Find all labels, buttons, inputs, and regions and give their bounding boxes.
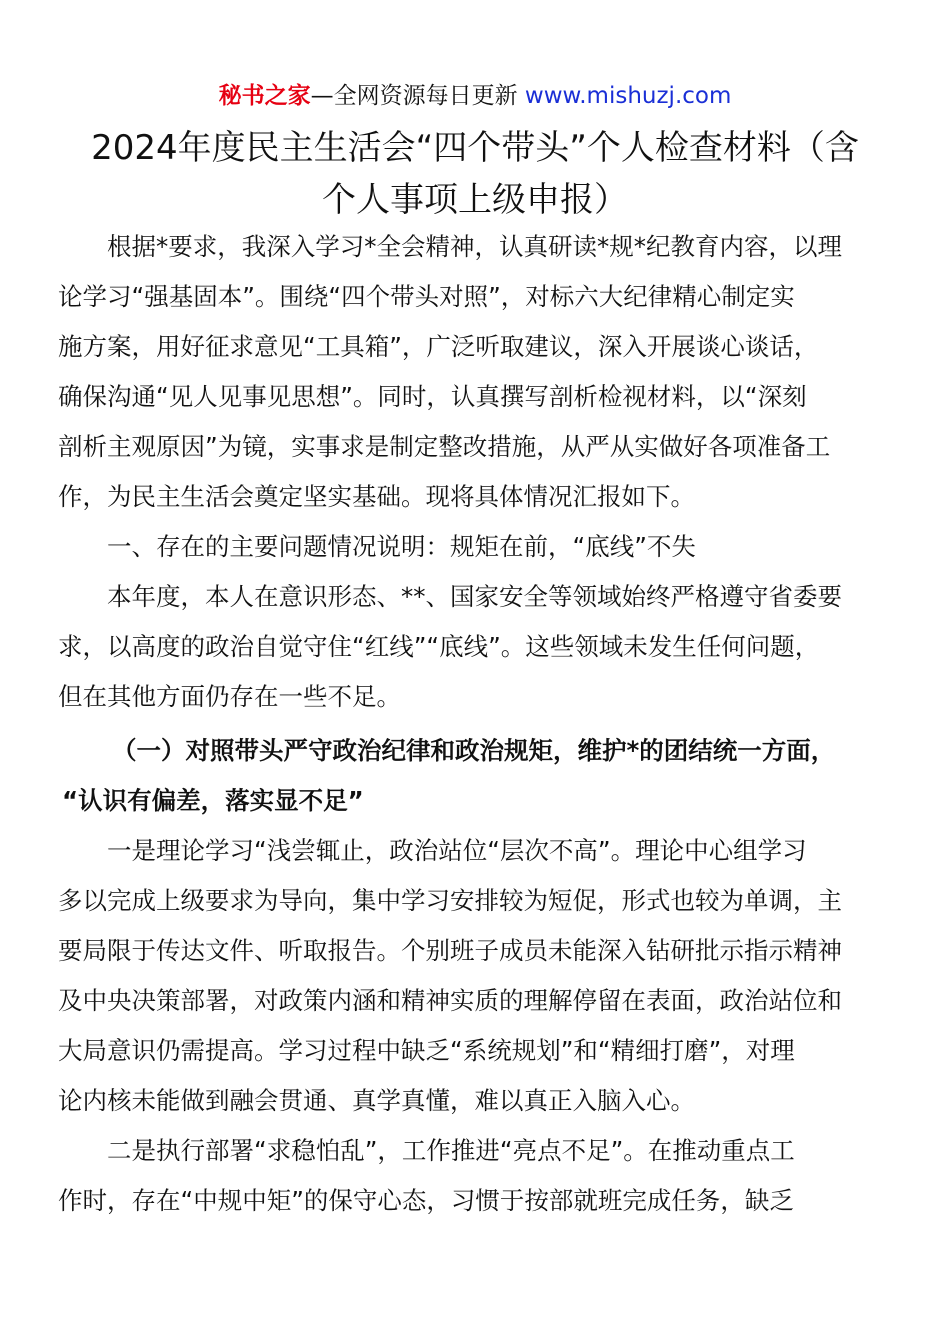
paragraph-overview [58, 572, 898, 722]
document-body [58, 222, 898, 1226]
banner-url[interactable]: www.mishuzj.com [524, 83, 732, 109]
text-line: 论内核未能做到融会贯通、真学真懂，难以真正入脑入心。 [58, 1086, 695, 1115]
banner-brand: 秘书之家 [218, 83, 311, 109]
text-line: 但在其他方面仍存在一些不足。 [58, 682, 401, 711]
text-line: 作，为民主生活会奠定坚实基础。现将具体情况汇报如下。 [58, 482, 695, 511]
text-line: 确保沟通“见人见事见思想”。同时，认真撰写剖析检视材料，以“深刻 [58, 382, 807, 411]
heading-line: “认识有偏差，落实显不足” [62, 786, 364, 815]
paragraph-intro [58, 222, 898, 522]
text-line: 根据*要求，我深入学习*全会精神，认真研读*规*纪教育内容，以理 [107, 232, 842, 261]
title-line-1: 2024年度民主生活会“四个带头”个人检查材料（含 [91, 128, 859, 168]
heading-line: （一）对照带头严守政治纪律和政治规矩，维护*的团结统一方面， [112, 736, 836, 765]
document-title [40, 122, 910, 226]
text-line: 要局限于传达文件、听取报告。个别班子成员未能深入钻研批示指示精神 [58, 936, 842, 965]
text-line: 多以完成上级要求为导向，集中学习安排较为短促，形式也较为单调，主 [58, 886, 842, 915]
title-line-2: 个人事项上级申报） [322, 180, 628, 220]
subsection-heading-1 [58, 726, 898, 826]
text-line: 求，以高度的政治自觉守住“红线”“底线”。这些领域未发生任何问题， [58, 632, 820, 661]
text-line: 二是执行部署“求稳怕乱”，工作推进“亮点不足”。在推动重点工 [107, 1136, 795, 1165]
text-line: 施方案，用好征求意见“工具箱”，广泛听取建议，深入开展谈心谈话， [58, 332, 819, 361]
paragraph-point-1 [58, 826, 898, 1126]
text-line: 一是理论学习“浅尝辄止，政治站位“层次不高”。理论中心组学习 [107, 836, 807, 865]
text-line: 论学习“强基固本”。围绕“四个带头对照”，对标六大纪律精心制定实 [58, 282, 795, 311]
site-banner [0, 80, 950, 112]
paragraph-point-2 [58, 1126, 898, 1226]
section-heading-1: 一、存在的主要问题情况说明：规矩在前，“底线”不失 [107, 532, 696, 561]
text-line: 大局意识仍需提高。学习过程中缺乏“系统规划”和“精细打磨”，对理 [58, 1036, 795, 1065]
text-line: 作时，存在“中规中矩”的保守心态，习惯于按部就班完成任务，缺乏 [58, 1186, 794, 1215]
text-line: 及中央决策部署，对政策内涵和精神实质的理解停留在表面，政治站位和 [58, 986, 842, 1015]
text-line: 本年度，本人在意识形态、**、国家安全等领域始终严格遵守省委要 [107, 582, 842, 611]
banner-tagline: —全网资源每日更新 [310, 83, 525, 109]
text-line: 剖析主观原因”为镜，实事求是制定整改措施，从严从实做好各项准备工 [58, 432, 831, 461]
